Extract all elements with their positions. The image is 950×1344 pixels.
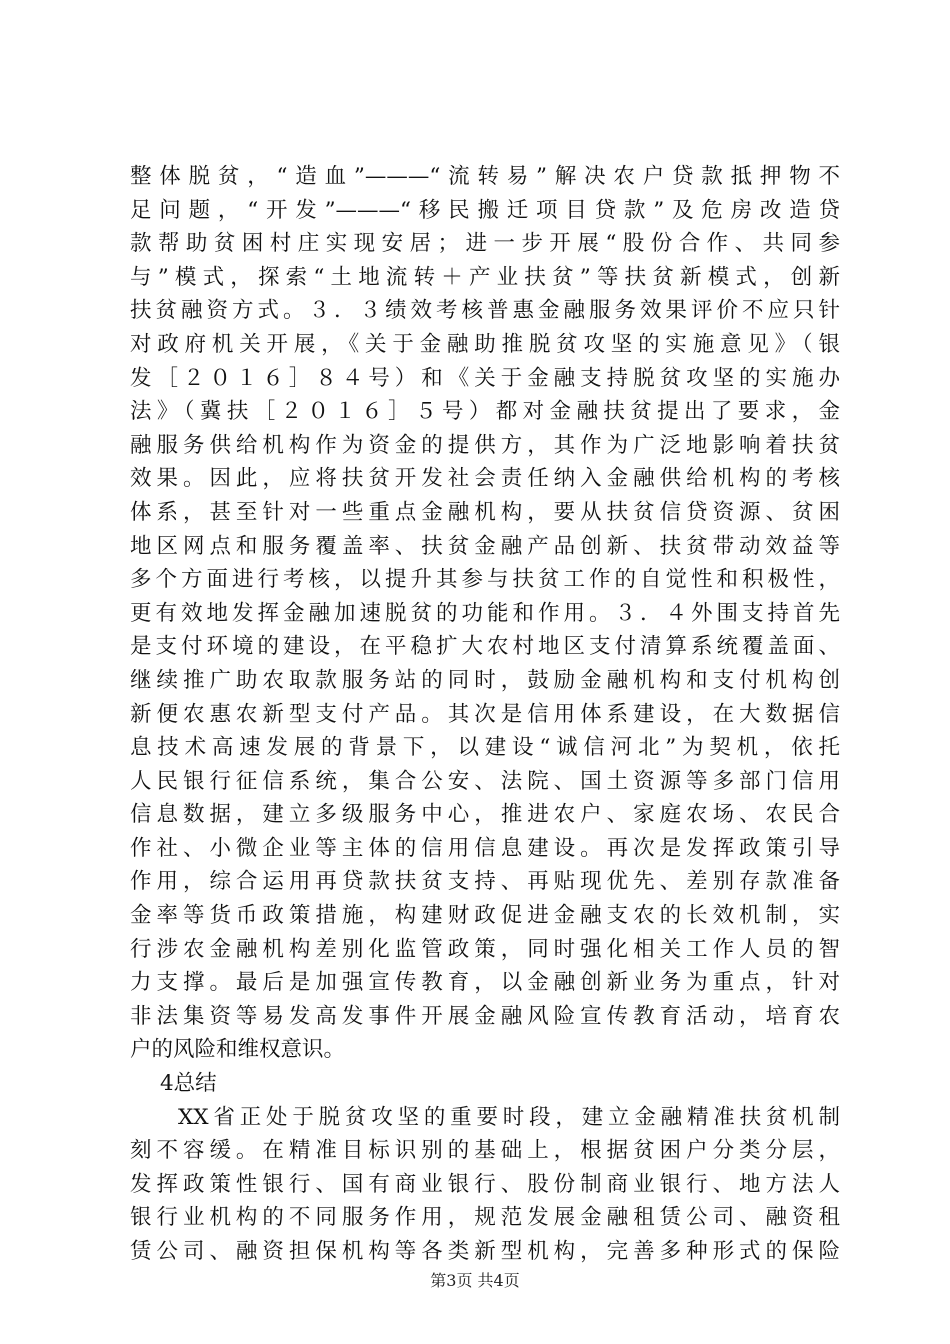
text-line: 地区网点和服务覆盖率、扶贫金融产品创新、扶贫带动效益等 (130, 533, 840, 559)
text-line: 息技术高速发展的背景下，以建设“诚信河北”为契机，依托 (130, 735, 840, 761)
text-line: 作社、小微企业等主体的信用信息建设。再次是发挥政策引导 (130, 835, 840, 861)
text-line: 刻不容缓。在精准目标识别的基础上，根据贫困户分类分层， (130, 1138, 840, 1164)
text-line: 融服务供给机构作为资金的提供方，其作为广泛地影响着扶贫 (130, 432, 840, 458)
text-line: 款帮助贫困村庄实现安居；进一步开展“股份合作、共同参 (130, 231, 840, 257)
page-footer: 第3页 共4页 (430, 1271, 520, 1290)
text-line: 作用，综合运用再贷款扶贫支持、再贴现优先、差别存款准备 (130, 869, 840, 895)
text-line: 对政府机关开展，《关于金融助推脱贫攻坚的实施意见》（银 (130, 331, 840, 357)
text-line: 新便农惠农新型支付产品。其次是信用体系建设，在大数据信 (130, 701, 840, 727)
text-line: 扶贫融资方式。３．３绩效考核普惠金融服务效果评价不应只针 (130, 298, 840, 324)
text-line: 赁公司、融资担保机构等各类新型机构，完善多种形式的保险 (130, 1239, 840, 1264)
text-line: 户的风险和维权意识。 (130, 1037, 346, 1063)
text-line: 效果。因此，应将扶贫开发社会责任纳入金融供给机构的考核 (130, 466, 840, 492)
text-line: 银行业机构的不同服务作用，规范发展金融租赁公司、融资租 (130, 1205, 840, 1231)
text-line: 是支付环境的建设，在平稳扩大农村地区支付清算系统覆盖面、 (130, 634, 840, 660)
text-line: 整体脱贫，“造血”———“流转易”解决农户贷款抵押物不 (130, 164, 840, 189)
text-line: 力支撑。最后是加强宣传教育，以金融创新业务为重点，针对 (130, 970, 840, 996)
text-line: XX省正处于脱贫攻坚的重要时段，建立金融精准扶贫机制 (178, 1104, 840, 1130)
text-line: 信息数据，建立多级服务中心，推进农户、家庭农场、农民合 (130, 802, 840, 828)
text-line: 继续推广助农取款服务站的同时，鼓励金融机构和支付机构创 (130, 667, 840, 693)
body-text (130, 160, 840, 1269)
text-line: 多个方面进行考核，以提升其参与扶贫工作的自觉性和积极性， (130, 567, 840, 593)
text-line: 非法集资等易发高发事件开展金融风险宣传教育活动，培育农 (130, 1003, 840, 1029)
text-line: 体系，甚至针对一些重点金融机构，要从扶贫信贷资源、贫困 (130, 499, 840, 525)
text-line: 人民银行征信系统，集合公安、法院、国土资源等多部门信用 (130, 768, 840, 794)
text-line: 与”模式，探索“土地流转＋产业扶贫”等扶贫新模式，创新 (130, 264, 840, 290)
text-line: 更有效地发挥金融加速脱贫的功能和作用。３．４外围支持首先 (130, 600, 840, 626)
text-line: 行涉农金融机构差别化监管政策，同时强化相关工作人员的智 (130, 936, 840, 962)
text-line: 金率等货币政策措施，构建财政促进金融支农的长效机制，实 (130, 903, 840, 929)
section-heading: 4总结 (160, 1071, 217, 1097)
text-line: 发［２０１６］８４号）和《关于金融支持脱贫攻坚的实施办 (130, 365, 840, 391)
text-line: 发挥政策性银行、国有商业银行、股份制商业银行、地方法人 (130, 1171, 840, 1197)
paragraph-summary (130, 1101, 840, 1269)
text-line: 足问题，“开发”———“移民搬迁项目贷款”及危房改造贷 (130, 197, 840, 223)
text-line: 法》（冀扶［２０１６］５号）都对金融扶贫提出了要求，金 (130, 399, 840, 425)
paragraph-section-3 (130, 160, 840, 1067)
